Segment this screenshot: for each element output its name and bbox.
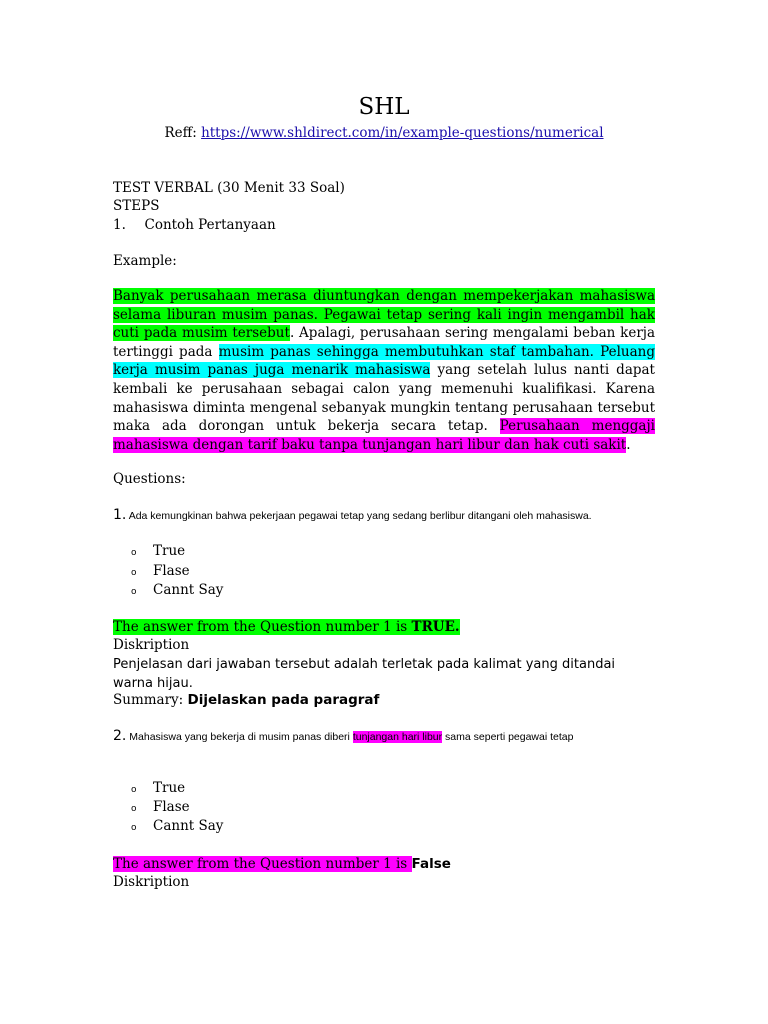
option-label: Flase	[153, 799, 190, 815]
summary-line	[113, 692, 379, 708]
question-text: Mahasiswa yang bekerja di musim panas diberi	[126, 731, 353, 743]
option-item[interactable]	[131, 799, 190, 815]
bullet-icon: o	[131, 568, 137, 578]
option-item[interactable]	[131, 818, 223, 834]
answer-highlight: The answer from the Question number 1 is	[113, 856, 412, 872]
question-text: Ada kemungkinan bahwa pekerjaan pegawai tetap yang sedang berlibur ditangani oleh mahasiswa.	[126, 510, 592, 522]
diskription-label: Diskription	[113, 637, 190, 653]
bullet-icon: o	[131, 548, 137, 558]
bullet-icon: o	[131, 804, 137, 814]
passage-text: yang setelah lulus nanti dapat kembali ke perusahaan sebagai calon yang memenuhi kualifikasi. Karena mahasiswa diminta mengenal sebanyak mungkin tentang perusahaan tersebut maka ada dorongan untuk bekerja secara tetap.	[113, 362, 655, 435]
question-text: sama seperti pegawai tetap	[442, 731, 574, 743]
reference-line	[0, 125, 768, 141]
questions-label: Questions:	[113, 471, 186, 487]
diskription-label: Diskription	[113, 874, 190, 890]
answer-line-1	[113, 619, 460, 635]
step-item	[113, 217, 276, 233]
explanation-text: Penjelasan dari jawaban tersebut adalah terletak pada kalimat yang ditandai warna hijau.	[113, 657, 616, 691]
passage-text: .	[626, 436, 631, 453]
bullet-icon: o	[131, 785, 137, 795]
example-label: Example:	[113, 253, 177, 269]
steps-label: STEPS	[113, 198, 160, 214]
step-number: 1.	[113, 217, 126, 233]
option-label: True	[153, 780, 186, 796]
question-number: 2.	[113, 728, 127, 744]
option-item[interactable]	[131, 582, 223, 598]
question-1	[113, 507, 592, 523]
option-item[interactable]	[131, 780, 185, 796]
answer-prefix: The answer from the Question number 1 is	[113, 619, 412, 635]
passage-text: . Apalagi, perusahaan sering mengalami beban kerja tertinggi pada	[113, 325, 656, 360]
answer-line-2	[113, 856, 451, 872]
option-label: Cannt Say	[153, 582, 224, 598]
question-2	[113, 728, 573, 744]
reference-link[interactable]: https://www.shldirect.com/in/example-questions/numerical	[201, 125, 604, 141]
document-title: SHL	[358, 94, 410, 120]
option-item[interactable]	[131, 563, 190, 579]
passage-highlight-cyan: musim panas sehingga membutuhkan staf tambahan. Peluang kerja musim panas juga menarik mahasiswa	[113, 343, 655, 379]
bullet-icon: o	[131, 587, 137, 597]
passage-highlight-magenta: Perusahaan menggaji mahasiswa dengan tarif baku tanpa tunjangan hari libur dan hak cuti sakit	[113, 418, 655, 453]
option-item[interactable]	[131, 543, 185, 559]
summary-label: Summary:	[113, 692, 188, 708]
answer-value: False	[411, 856, 451, 872]
passage-highlight-green: Banyak perusahaan merasa diuntungkan dengan mempekerjakan mahasiswa selama liburan musim panas. Pegawai tetap sering kali ingin mengambil hak cuti pada musim tersebut	[113, 288, 655, 342]
question-number: 1.	[113, 507, 127, 523]
option-label: Flase	[153, 563, 190, 579]
question-highlight-magenta: tunjangan hari libur	[352, 731, 443, 743]
bullet-icon: o	[131, 823, 137, 833]
option-label: True	[153, 543, 186, 559]
answer-value: TRUE.	[411, 619, 460, 635]
option-label: Cannt Say	[153, 818, 224, 834]
reference-label: Reff:	[164, 125, 197, 141]
step-text: Contoh Pertanyaan	[144, 217, 276, 233]
example-passage	[113, 287, 655, 454]
test-header: TEST VERBAL (30 Menit 33 Soal)	[113, 180, 345, 196]
answer-highlight	[113, 619, 460, 635]
summary-value: Dijelaskan pada paragraf	[187, 692, 380, 708]
